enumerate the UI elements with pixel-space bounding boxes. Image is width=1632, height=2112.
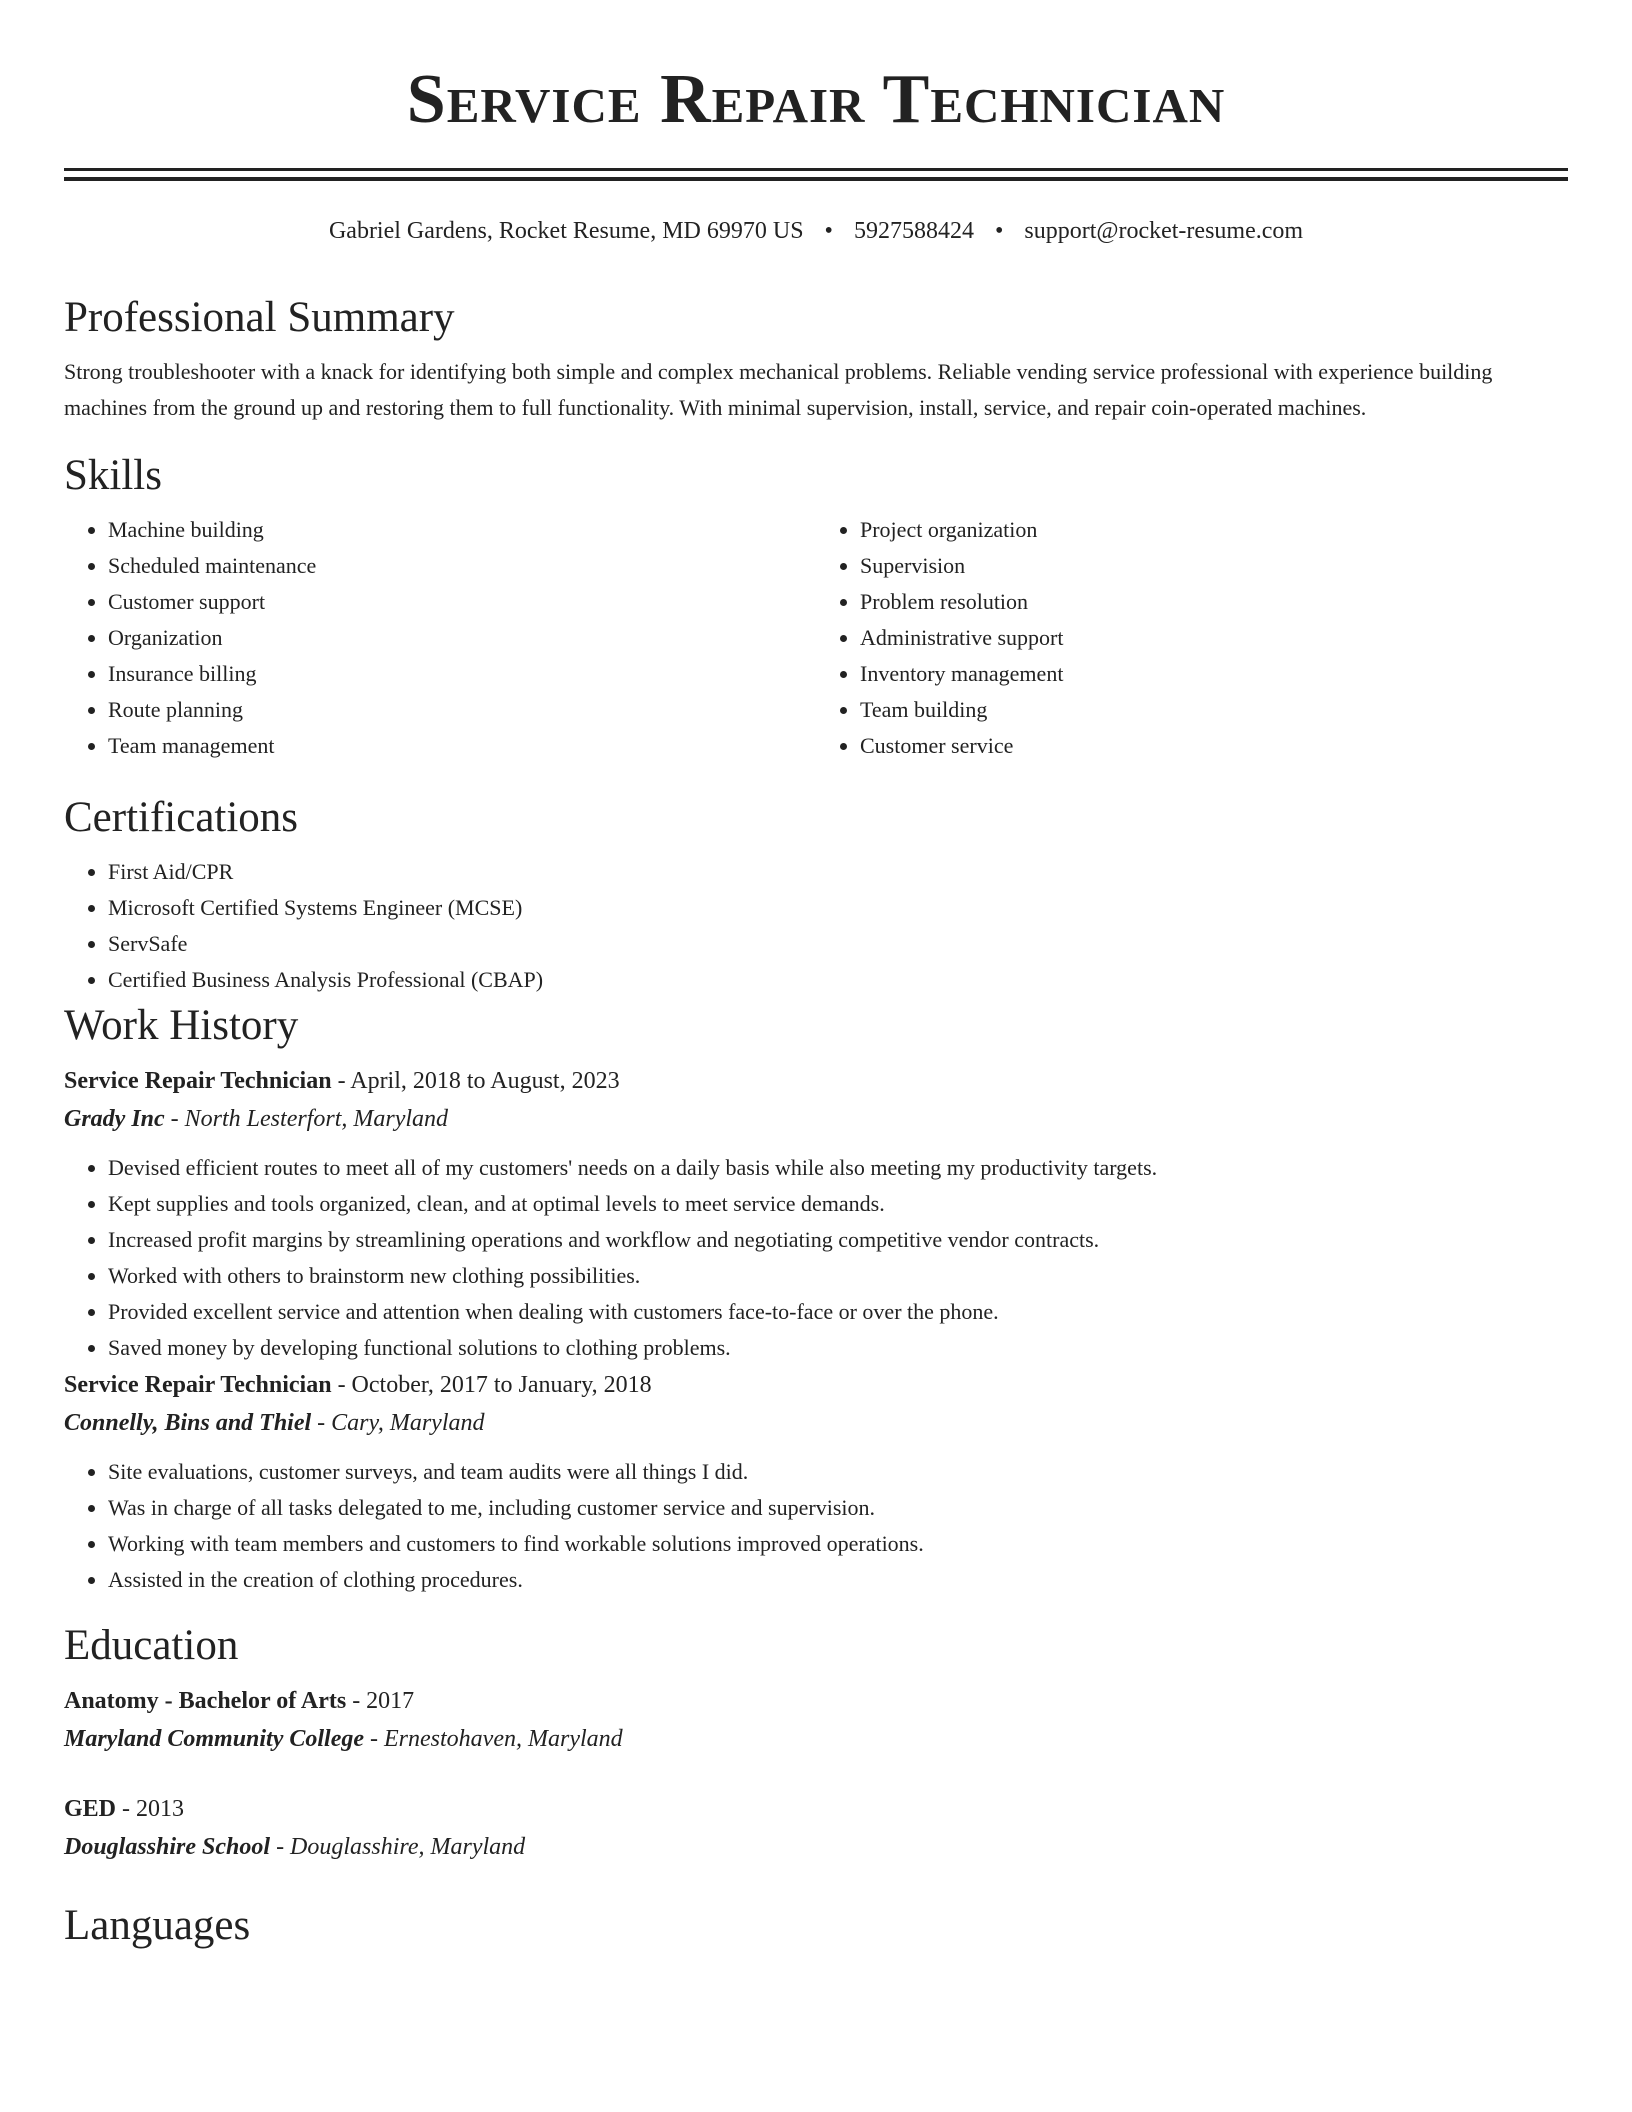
- skill-item: • Administrative support: [860, 620, 1568, 656]
- job-bullet: • Provided excellent service and attention when dealing with customers face-to-face or over the phone.: [108, 1294, 1568, 1330]
- contact-line: [0, 215, 1632, 247]
- skill-item: • Organization: [108, 620, 816, 656]
- job-company: Grady Inc: [64, 1106, 165, 1132]
- job-company: Connelly, Bins and Thiel: [64, 1410, 312, 1436]
- summary-heading: Professional Summary: [64, 294, 455, 341]
- job-bullet: • Increased profit margins by streamlining operations and workflow and negotiating competitive vendor contracts.: [108, 1222, 1568, 1258]
- education-year: - 2017: [346, 1688, 415, 1714]
- skill-item: • Team building: [860, 692, 1568, 728]
- education-header: [64, 1682, 1568, 1720]
- job-bullet: • Devised efficient routes to meet all of my customers' needs on a daily basis while also meeting my productivity targets.: [108, 1150, 1568, 1186]
- job-header: [64, 1366, 1568, 1404]
- languages-heading: Languages: [64, 1902, 251, 1949]
- summary-text: Strong troubleshooter with a knack for identifying both simple and complex mechanical problems. Reliable vending service professional with experience building machines from the ground up and restoring them to full functionality. With minimal supervision, install, service, and repair coin-operated machines.: [64, 359, 1493, 420]
- job-bullet-list: [64, 1150, 1568, 1366]
- job-entry: [64, 1062, 1568, 1366]
- skill-item: • Customer service: [860, 728, 1568, 764]
- resume-content: [64, 290, 1568, 1962]
- job-bullet: • Saved money by developing functional solutions to clothing problems.: [108, 1330, 1568, 1366]
- job-employer: [64, 1404, 1568, 1442]
- job-bullet-list: [64, 1454, 1568, 1598]
- education-entry: [64, 1682, 1568, 1758]
- education-school-line: [64, 1828, 1568, 1866]
- skill-item: • Machine building: [108, 512, 816, 548]
- job-bullet: • Working with team members and customers to find workable solutions improved operations.: [108, 1526, 1568, 1562]
- education-school: Douglasshire School: [64, 1834, 271, 1860]
- job-bullet: • Site evaluations, customer surveys, and team audits were all things I did.: [108, 1454, 1568, 1490]
- education-school-line: [64, 1720, 1568, 1758]
- contact-separator: •: [994, 218, 1004, 244]
- education-school: Maryland Community College: [64, 1726, 365, 1752]
- resume-title: Service Repair Technician: [406, 61, 1226, 138]
- education-header: [64, 1790, 1568, 1828]
- skills-columns: [64, 512, 1568, 764]
- title-rule-thick: [64, 168, 1568, 171]
- skill-item: • Scheduled maintenance: [108, 548, 816, 584]
- skills-right-list: [816, 512, 1568, 764]
- education-location: - Douglasshire, Maryland: [270, 1834, 526, 1860]
- education-entry: [64, 1790, 1568, 1866]
- skill-item: • Project organization: [860, 512, 1568, 548]
- education-heading: Education: [64, 1622, 239, 1669]
- job-bullet: • Was in charge of all tasks delegated to me, including customer service and supervision.: [108, 1490, 1568, 1526]
- title-rule-thin: [64, 177, 1568, 181]
- education-degree: GED: [64, 1796, 117, 1822]
- contact-email: support@rocket-resume.com: [1024, 218, 1304, 244]
- work-history-heading: Work History: [64, 1002, 299, 1049]
- skills-left-list: [64, 512, 816, 764]
- skill-item: • Insurance billing: [108, 656, 816, 692]
- skill-item: • Route planning: [108, 692, 816, 728]
- job-bullet: • Kept supplies and tools organized, clean, and at optimal levels to meet service demands.: [108, 1186, 1568, 1222]
- skill-item: • Team management: [108, 728, 816, 764]
- job-location: - Cary, Maryland: [311, 1410, 485, 1436]
- skill-item: • Customer support: [108, 584, 816, 620]
- certifications-heading: Certifications: [64, 794, 299, 841]
- contact-separator: •: [824, 218, 833, 244]
- job-entry: [64, 1366, 1568, 1598]
- job-employer: [64, 1100, 1568, 1138]
- job-title: Service Repair Technician: [64, 1068, 332, 1094]
- certification-item: • ServSafe: [108, 926, 1568, 962]
- contact-address: Gabriel Gardens, Rocket Resume, MD 69970 US: [328, 218, 804, 244]
- contact-phone: 5927588424: [853, 218, 974, 244]
- certification-item: • First Aid/CPR: [108, 854, 1568, 890]
- skill-item: • Problem resolution: [860, 584, 1568, 620]
- skill-item: • Supervision: [860, 548, 1568, 584]
- job-header: [64, 1062, 1568, 1100]
- education-location: - Ernestohaven, Maryland: [364, 1726, 623, 1752]
- job-location: - North Lesterfort, Maryland: [164, 1106, 449, 1132]
- certifications-list: [64, 854, 1568, 998]
- skills-heading: Skills: [64, 452, 162, 499]
- education-year: - 2013: [116, 1796, 185, 1822]
- job-bullet: • Assisted in the creation of clothing procedures.: [108, 1562, 1568, 1598]
- certification-item: • Certified Business Analysis Professional (CBAP): [108, 962, 1568, 998]
- job-dates: - April, 2018 to August, 2023: [331, 1068, 620, 1094]
- skill-item: • Inventory management: [860, 656, 1568, 692]
- job-title: Service Repair Technician: [64, 1372, 332, 1398]
- job-bullet: • Worked with others to brainstorm new clothing possibilities.: [108, 1258, 1568, 1294]
- job-dates: - October, 2017 to January, 2018: [331, 1372, 652, 1398]
- certification-item: • Microsoft Certified Systems Engineer (MCSE): [108, 890, 1568, 926]
- education-degree: Anatomy - Bachelor of Arts: [64, 1688, 347, 1714]
